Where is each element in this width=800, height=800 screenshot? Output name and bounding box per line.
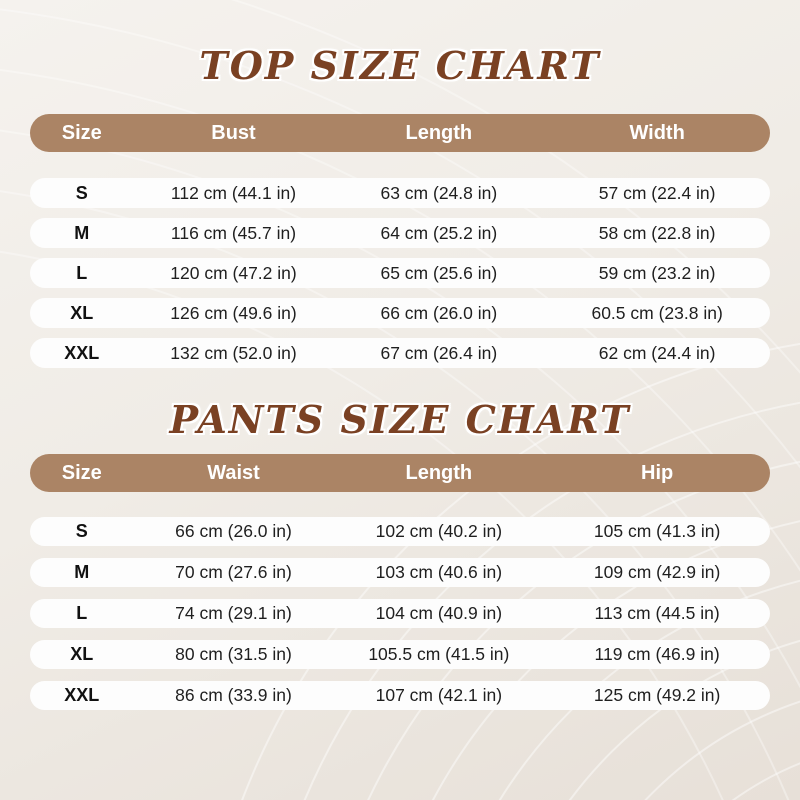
waist-cell: 66 cm (26.0 in)	[175, 521, 292, 541]
waist-cell: 74 cm (29.1 in)	[175, 603, 292, 623]
top-header-bust: Bust	[211, 121, 256, 144]
table-row	[30, 640, 770, 669]
length-cell: 63 cm (24.8 in)	[380, 182, 498, 203]
size-cell: M	[74, 562, 90, 582]
size-cell: L	[76, 262, 88, 283]
size-cell: XXL	[64, 685, 100, 705]
width-cell: 58 cm (22.8 in)	[598, 222, 716, 243]
content-area	[0, 40, 800, 710]
size-cell: XL	[70, 302, 94, 323]
pants-header-hip: Hip	[641, 461, 674, 484]
table-row	[30, 517, 770, 546]
length-cell: 66 cm (26.0 in)	[380, 302, 498, 323]
top-header-size: Size	[61, 121, 102, 144]
hip-cell: 109 cm (42.9 in)	[593, 562, 721, 582]
bust-cell: 126 cm (49.6 in)	[170, 302, 297, 323]
table-row	[30, 558, 770, 587]
size-cell: XL	[70, 644, 94, 664]
waist-cell: 80 cm (31.5 in)	[175, 644, 292, 664]
width-cell: 57 cm (22.4 in)	[598, 182, 716, 203]
waist-cell: 86 cm (33.9 in)	[175, 685, 292, 705]
hip-cell: 105 cm (41.3 in)	[593, 521, 721, 541]
length-cell: 104 cm (40.9 in)	[375, 603, 503, 623]
table-row	[30, 599, 770, 628]
table-row	[30, 298, 770, 328]
top-header-width: Width	[629, 121, 685, 144]
length-cell: 107 cm (42.1 in)	[375, 685, 503, 705]
table-row	[30, 681, 770, 710]
top-header-length: Length	[405, 121, 473, 144]
length-cell: 64 cm (25.2 in)	[380, 222, 498, 243]
hip-cell: 119 cm (46.9 in)	[594, 644, 720, 664]
pants-chart-body	[30, 517, 770, 710]
top-chart-header-row	[30, 114, 770, 152]
bust-cell: 112 cm (44.1 in)	[170, 182, 297, 203]
table-row	[30, 258, 770, 288]
pants-header-length: Length	[405, 461, 473, 484]
length-cell: 105.5 cm (41.5 in)	[368, 644, 510, 664]
length-cell: 102 cm (40.2 in)	[375, 521, 503, 541]
table-row	[30, 178, 770, 208]
width-cell: 59 cm (23.2 in)	[598, 262, 716, 283]
size-cell: L	[76, 603, 88, 623]
size-cell: S	[75, 521, 88, 541]
size-cell: M	[74, 222, 90, 243]
size-cell: XXL	[64, 342, 100, 363]
width-cell: 62 cm (24.4 in)	[598, 342, 716, 363]
hip-cell: 113 cm (44.5 in)	[594, 603, 720, 623]
length-cell: 67 cm (26.4 in)	[380, 342, 498, 363]
pants-chart-header-row	[30, 454, 770, 492]
table-row	[30, 338, 770, 368]
hip-cell: 125 cm (49.2 in)	[593, 685, 721, 705]
top-chart-body	[30, 178, 770, 368]
length-cell: 103 cm (40.6 in)	[375, 562, 503, 582]
size-cell: S	[75, 182, 88, 203]
bust-cell: 116 cm (45.7 in)	[170, 222, 297, 243]
table-row	[30, 218, 770, 248]
waist-cell: 70 cm (27.6 in)	[175, 562, 292, 582]
pants-header-waist: Waist	[207, 461, 260, 484]
pants-chart-title: PANTS SIZE CHART	[169, 397, 631, 442]
length-cell: 65 cm (25.6 in)	[380, 262, 498, 283]
bust-cell: 132 cm (52.0 in)	[170, 342, 297, 363]
pants-header-size: Size	[61, 461, 102, 484]
bust-cell: 120 cm (47.2 in)	[170, 262, 297, 283]
top-chart-title: TOP SIZE CHART	[199, 43, 601, 88]
width-cell: 60.5 cm (23.8 in)	[591, 302, 723, 323]
